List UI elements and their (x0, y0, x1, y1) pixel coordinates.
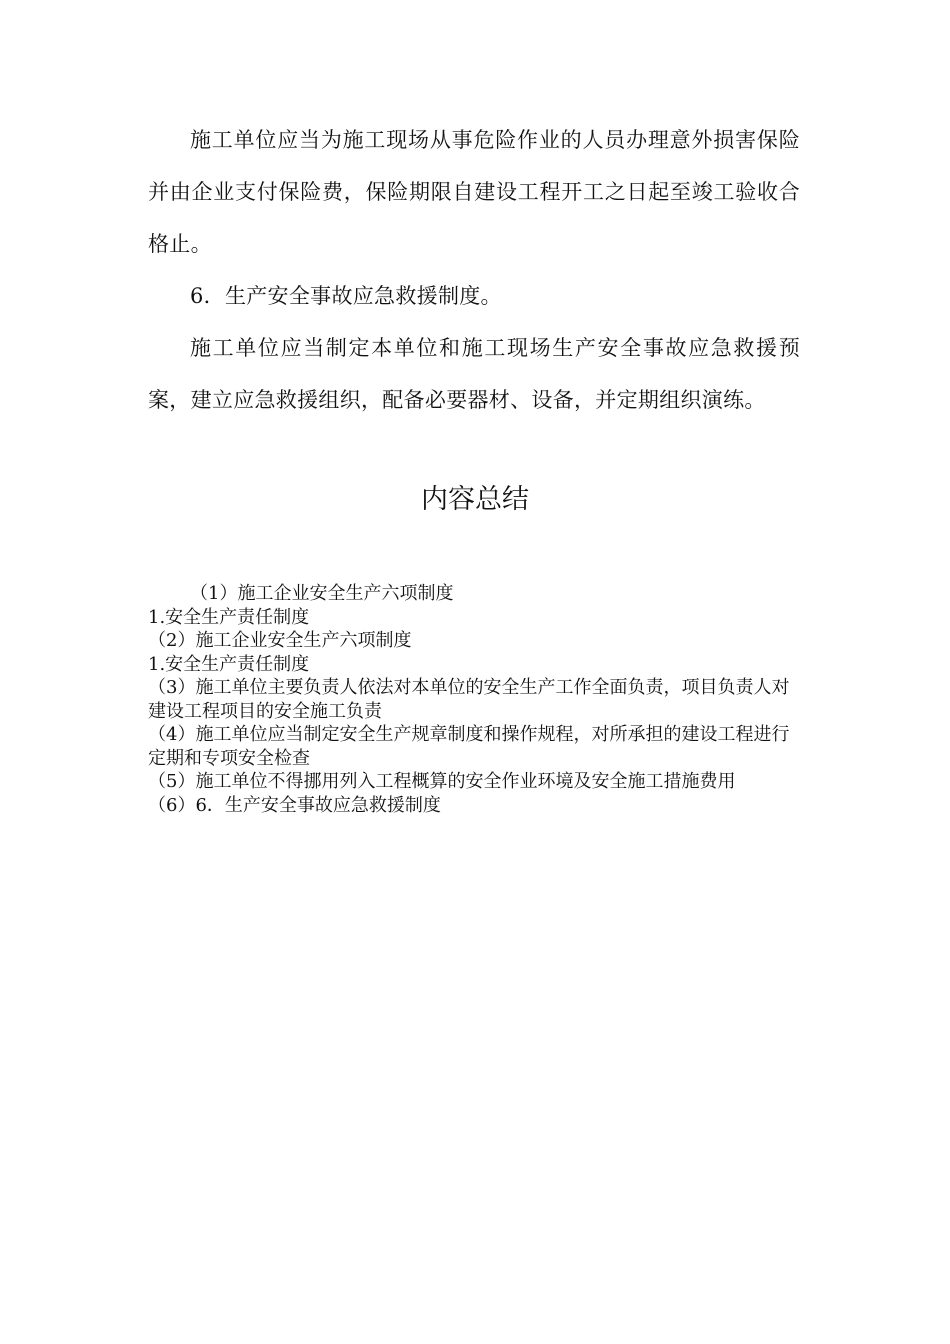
summary-line: （5）施工单位不得挪用列入工程概算的安全作业环境及安全施工措施费用 (148, 771, 736, 792)
summary-line: 1.安全生产责任制度 (148, 653, 310, 675)
summary-line: （6）6．生产安全事故应急救援制度 (148, 794, 441, 816)
body-text-section (148, 114, 800, 426)
summary-line: 1.安全生产责任制度 (148, 606, 310, 628)
paragraph-emergency-plan: 施工单位应当制定本单位和施工现场生产安全事故应急救援预案，建立应急救援组织，配备必要器材、设备，并定期组织演练。 (148, 336, 800, 412)
summary-line: （4）施工单位应当制定安全生产规章制度和操作规程，对所承担的建设工程进行定期和专项安全检查 (148, 724, 790, 769)
paragraph-emergency-heading: 6．生产安全事故应急救援制度。 (190, 284, 502, 308)
paragraph-insurance: 施工单位应当为施工现场从事危险作业的人员办理意外损害保险并由企业支付保险费，保险期限自建设工程开工之日起至竣工验收合格止。 (148, 128, 800, 256)
summary-title: 内容总结 (421, 484, 529, 515)
summary-line: （2）施工企业安全生产六项制度 (148, 630, 412, 651)
summary-line: （3）施工单位主要负责人依法对本单位的安全生产工作全面负责，项目负责人对建设工程项目的安全施工负责 (148, 677, 790, 722)
summary-line: （1）施工企业安全生产六项制度 (190, 583, 454, 604)
summary-list (148, 582, 804, 817)
